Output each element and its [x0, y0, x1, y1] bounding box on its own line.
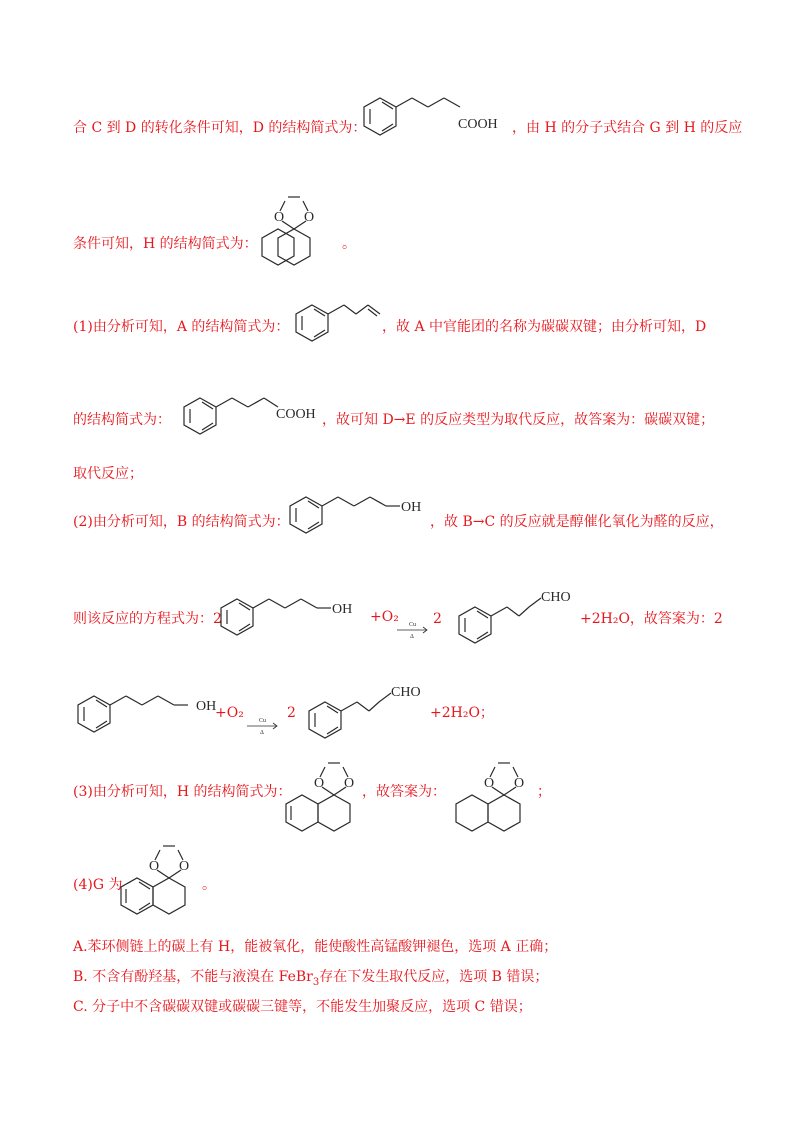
cho-label: CHO	[541, 590, 571, 605]
text-line-12a: B. 不含有酚羟基，不能与液溴在 FeBr	[73, 969, 313, 985]
cooh-label: COOH	[458, 117, 498, 132]
text-line-7a: 则该反应的方程式为：2	[73, 611, 222, 627]
text-line-1a: 合 C 到 D 的转化条件可知，D 的结构简式为：	[73, 120, 367, 136]
text-line-7d: +2H₂O，故答案为：2	[580, 611, 723, 627]
structure-c-aldehyde-eq2	[295, 680, 435, 745]
o-label: O	[314, 776, 325, 791]
o-label: O	[484, 776, 495, 791]
reaction-arrow-1	[395, 620, 431, 642]
structure-b-alcohol	[282, 485, 432, 540]
text-line-12-subscript: 3	[312, 976, 320, 988]
text-line-7c: 2	[433, 611, 442, 627]
text-line-8c: +2H₂O；	[430, 705, 494, 721]
cooh-label: COOH	[276, 407, 316, 422]
arrow-heat-label: Δ	[260, 730, 264, 736]
text-line-5: 取代反应；	[73, 466, 143, 482]
structure-a-alkene	[288, 295, 388, 345]
text-line-1b: ，由 H 的分子式结合 G 到 H 的反应	[512, 120, 743, 136]
structure-h-decalin-ketal	[252, 185, 342, 275]
text-line-8b: 2	[287, 705, 296, 721]
text-line-12	[73, 968, 548, 992]
text-line-9b: ，故答案为：	[362, 784, 446, 800]
o-label: O	[179, 859, 190, 874]
oh-label: OH	[332, 602, 353, 617]
arrow-cu-label: Cu	[409, 622, 417, 628]
text-line-10a: (4)G 为	[73, 877, 123, 893]
text-line-2b: 。	[342, 236, 356, 252]
o-label: O	[149, 859, 160, 874]
structure-g-tetralin-ketal	[115, 838, 205, 923]
text-line-3b: ，故 A 中官能团的名称为碳碳双键；由分析可知，D	[382, 319, 707, 335]
text-line-13: C. 分子中不含碳碳双键或碳碳三键等，不能发生加聚反应，选项 C 错误；	[73, 999, 532, 1015]
o-label: O	[304, 210, 315, 225]
structure-b-alcohol-eq2	[70, 680, 230, 740]
text-line-9a: (3)由分析可知，H 的结构简式为：	[73, 784, 292, 800]
o-label: O	[274, 210, 285, 225]
structure-h-decalin-ketal-3	[450, 755, 540, 840]
text-line-4a: 的结构简式为：	[73, 412, 171, 428]
o-label: O	[514, 776, 525, 791]
text-line-2a: 条件可知，H 的结构简式为：	[73, 236, 258, 252]
text-line-4b: ，故可知 D→E 的反应类型为取代反应，故答案为：碳碳双键；	[322, 412, 715, 428]
arrow-heat-label: Δ	[410, 634, 414, 640]
text-line-9c: ；	[537, 784, 551, 800]
arrow-cu-label: Cu	[259, 718, 267, 724]
structure-h-decalin-ketal-2	[280, 755, 370, 840]
oh-label: OH	[196, 699, 217, 714]
structure-b-alcohol-eq1	[213, 583, 373, 643]
text-line-7b: +O₂	[370, 609, 399, 625]
oh-label: OH	[401, 500, 422, 515]
o-label: O	[344, 776, 355, 791]
text-line-8a: +O₂	[215, 705, 244, 721]
text-line-11: A.苯环侧链上的碳上有 H，能被氧化，能使酸性高锰酸钾褪色，选项 A 正确；	[73, 939, 558, 955]
cho-label: CHO	[391, 685, 421, 700]
structure-d-cooh-2	[170, 390, 330, 440]
structure-c-aldehyde-eq1	[445, 585, 585, 650]
text-line-12b: 存在下发生取代反应，选项 B 错误；	[319, 969, 549, 985]
structure-d-cooh	[350, 95, 520, 145]
text-line-10b: 。	[202, 877, 216, 893]
text-line-6a: (2)由分析可知，B 的结构简式为：	[73, 514, 290, 530]
text-line-6b: ，故 B→C 的反应就是醇催化氧化为醛的反应，	[430, 514, 724, 530]
reaction-arrow-2	[245, 716, 281, 738]
text-line-3a: (1)由分析可知，A 的结构简式为：	[73, 319, 290, 335]
